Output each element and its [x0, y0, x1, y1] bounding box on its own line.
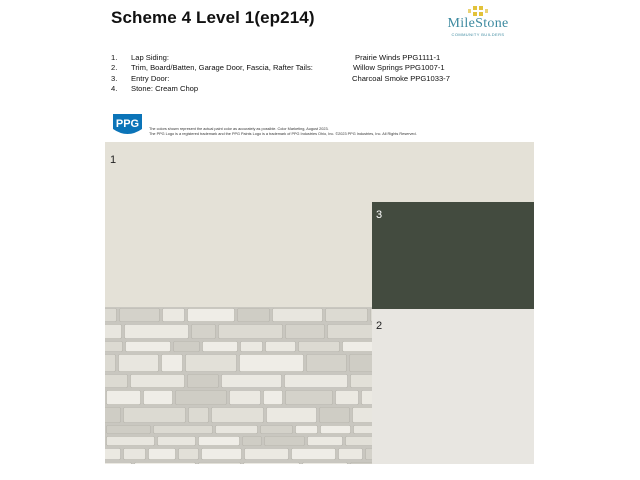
disclaimer-line: The PPG Logo is a registered trademark and the PPG Paints Logo is a trademark of PPG Industries Ohio, Inc. ©2023 PPG Industries, Inc. All Rights Reserved. — [149, 132, 417, 137]
list-item — [111, 84, 491, 94]
stone-block — [351, 463, 373, 465]
stone-block — [353, 408, 373, 423]
stone-block — [339, 449, 363, 460]
stone-block — [362, 391, 373, 405]
stone-block — [286, 325, 325, 339]
stone-block — [285, 375, 348, 388]
item-label: Stone: Cream Chop — [131, 83, 199, 93]
stone-block — [261, 426, 293, 434]
stone-block — [267, 408, 317, 423]
stone-block — [199, 463, 241, 465]
item-number: 2. — [111, 63, 118, 73]
stone-block — [216, 426, 258, 434]
swatch-label-3: 3 — [376, 209, 383, 221]
stone-block — [105, 408, 121, 423]
stone-block — [188, 375, 219, 388]
stone-block — [230, 391, 261, 405]
ppg-logo — [111, 112, 144, 143]
stone-block — [126, 342, 171, 352]
stone-block — [135, 463, 196, 465]
stone-block — [307, 355, 347, 372]
stone-block — [245, 449, 289, 460]
stone-block — [343, 342, 373, 352]
stone-block — [144, 391, 173, 405]
list-item — [111, 53, 491, 63]
stone-block — [125, 325, 189, 339]
item-label: Entry Door: — [131, 73, 170, 83]
swatch-3-entry-door — [372, 202, 534, 309]
stone-block — [105, 309, 117, 322]
stone-block — [188, 309, 235, 322]
stone-block — [105, 325, 122, 339]
stone-block — [366, 449, 373, 460]
stone-block — [189, 408, 209, 423]
swatch-2-trim — [372, 309, 534, 464]
stone-block — [131, 375, 185, 388]
stone-block — [107, 437, 155, 446]
stone-block — [186, 355, 237, 372]
stone-block — [124, 408, 186, 423]
stone-texture — [105, 307, 372, 464]
stone-block — [154, 426, 213, 434]
stone-block — [371, 309, 373, 322]
milestone-logo — [442, 5, 514, 39]
ppg-disclaimer — [149, 127, 489, 137]
stone-block — [238, 309, 270, 322]
ppg-logo-text: PPG — [115, 118, 140, 130]
item-color: Willow Springs PPG1007-1 — [353, 63, 445, 73]
stone-block — [162, 355, 183, 372]
stone-block — [199, 437, 240, 446]
stone-block — [105, 449, 121, 460]
stone-block — [158, 437, 196, 446]
stone-block — [273, 309, 323, 322]
item-number: 1. — [111, 53, 118, 62]
item-label: Lap Siding: — [131, 53, 169, 62]
stone-block — [321, 426, 351, 434]
stone-block — [286, 391, 333, 405]
stone-block — [346, 437, 373, 446]
logo-wordmark: MileStone — [447, 16, 509, 31]
item-label: Trim, Board/Batten, Garage Door, Fascia, Rafter Tails: — [131, 63, 313, 73]
stone-block — [192, 325, 216, 339]
item-color: Prairie Winds PPG1111-1 — [355, 53, 441, 62]
stone-block — [266, 342, 296, 352]
stone-block — [296, 426, 318, 434]
stone-block — [299, 342, 340, 352]
stone-block — [336, 391, 359, 405]
stone-block — [292, 449, 336, 460]
item-color: Charcoal Smoke PPG1033-7 — [352, 73, 450, 83]
item-number: 3. — [111, 73, 118, 83]
stone-block — [328, 325, 373, 339]
stone-pattern — [105, 307, 372, 464]
stone-block — [179, 449, 199, 460]
swatch-label-1: 1 — [110, 154, 117, 166]
swatch-label-2: 2 — [376, 320, 383, 332]
list-item — [111, 63, 491, 73]
stone-block — [351, 375, 373, 388]
stone-block — [105, 342, 123, 352]
page-title: Scheme 4 Level 1(ep214) — [111, 8, 315, 27]
stone-block — [202, 449, 242, 460]
stone-block — [241, 342, 263, 352]
stone-block — [320, 408, 350, 423]
stone-block — [174, 342, 200, 352]
stone-block — [176, 391, 227, 405]
stone-block — [107, 391, 141, 405]
stone-block — [119, 355, 159, 372]
color-list — [111, 53, 491, 94]
stone-block — [105, 463, 132, 465]
stone-block — [149, 449, 176, 460]
stone-block — [107, 426, 151, 434]
disclaimer-line: The colors shown represent the actual paint color as accurately as possible. Color Marketing, August 2023. — [149, 127, 329, 131]
stone-block — [222, 375, 282, 388]
stone-block — [244, 463, 300, 465]
stone-block — [308, 437, 343, 446]
stone-block — [124, 449, 146, 460]
stone-block — [326, 309, 368, 322]
stone-block — [120, 309, 160, 322]
item-number: 4. — [111, 83, 118, 93]
stone-block — [105, 375, 128, 388]
stone-block — [354, 426, 373, 434]
stone-block — [212, 408, 264, 423]
stone-block — [243, 437, 262, 446]
stone-block — [303, 463, 348, 465]
logo-tagline: COMMUNITY BUILDERS — [451, 32, 505, 37]
stone-block — [219, 325, 283, 339]
stone-block — [203, 342, 238, 352]
stone-block — [163, 309, 185, 322]
list-item — [111, 74, 491, 84]
stone-block — [240, 355, 304, 372]
stone-block — [264, 391, 283, 405]
stone-block — [350, 355, 373, 372]
stone-block — [265, 437, 305, 446]
stone-block — [105, 355, 116, 372]
